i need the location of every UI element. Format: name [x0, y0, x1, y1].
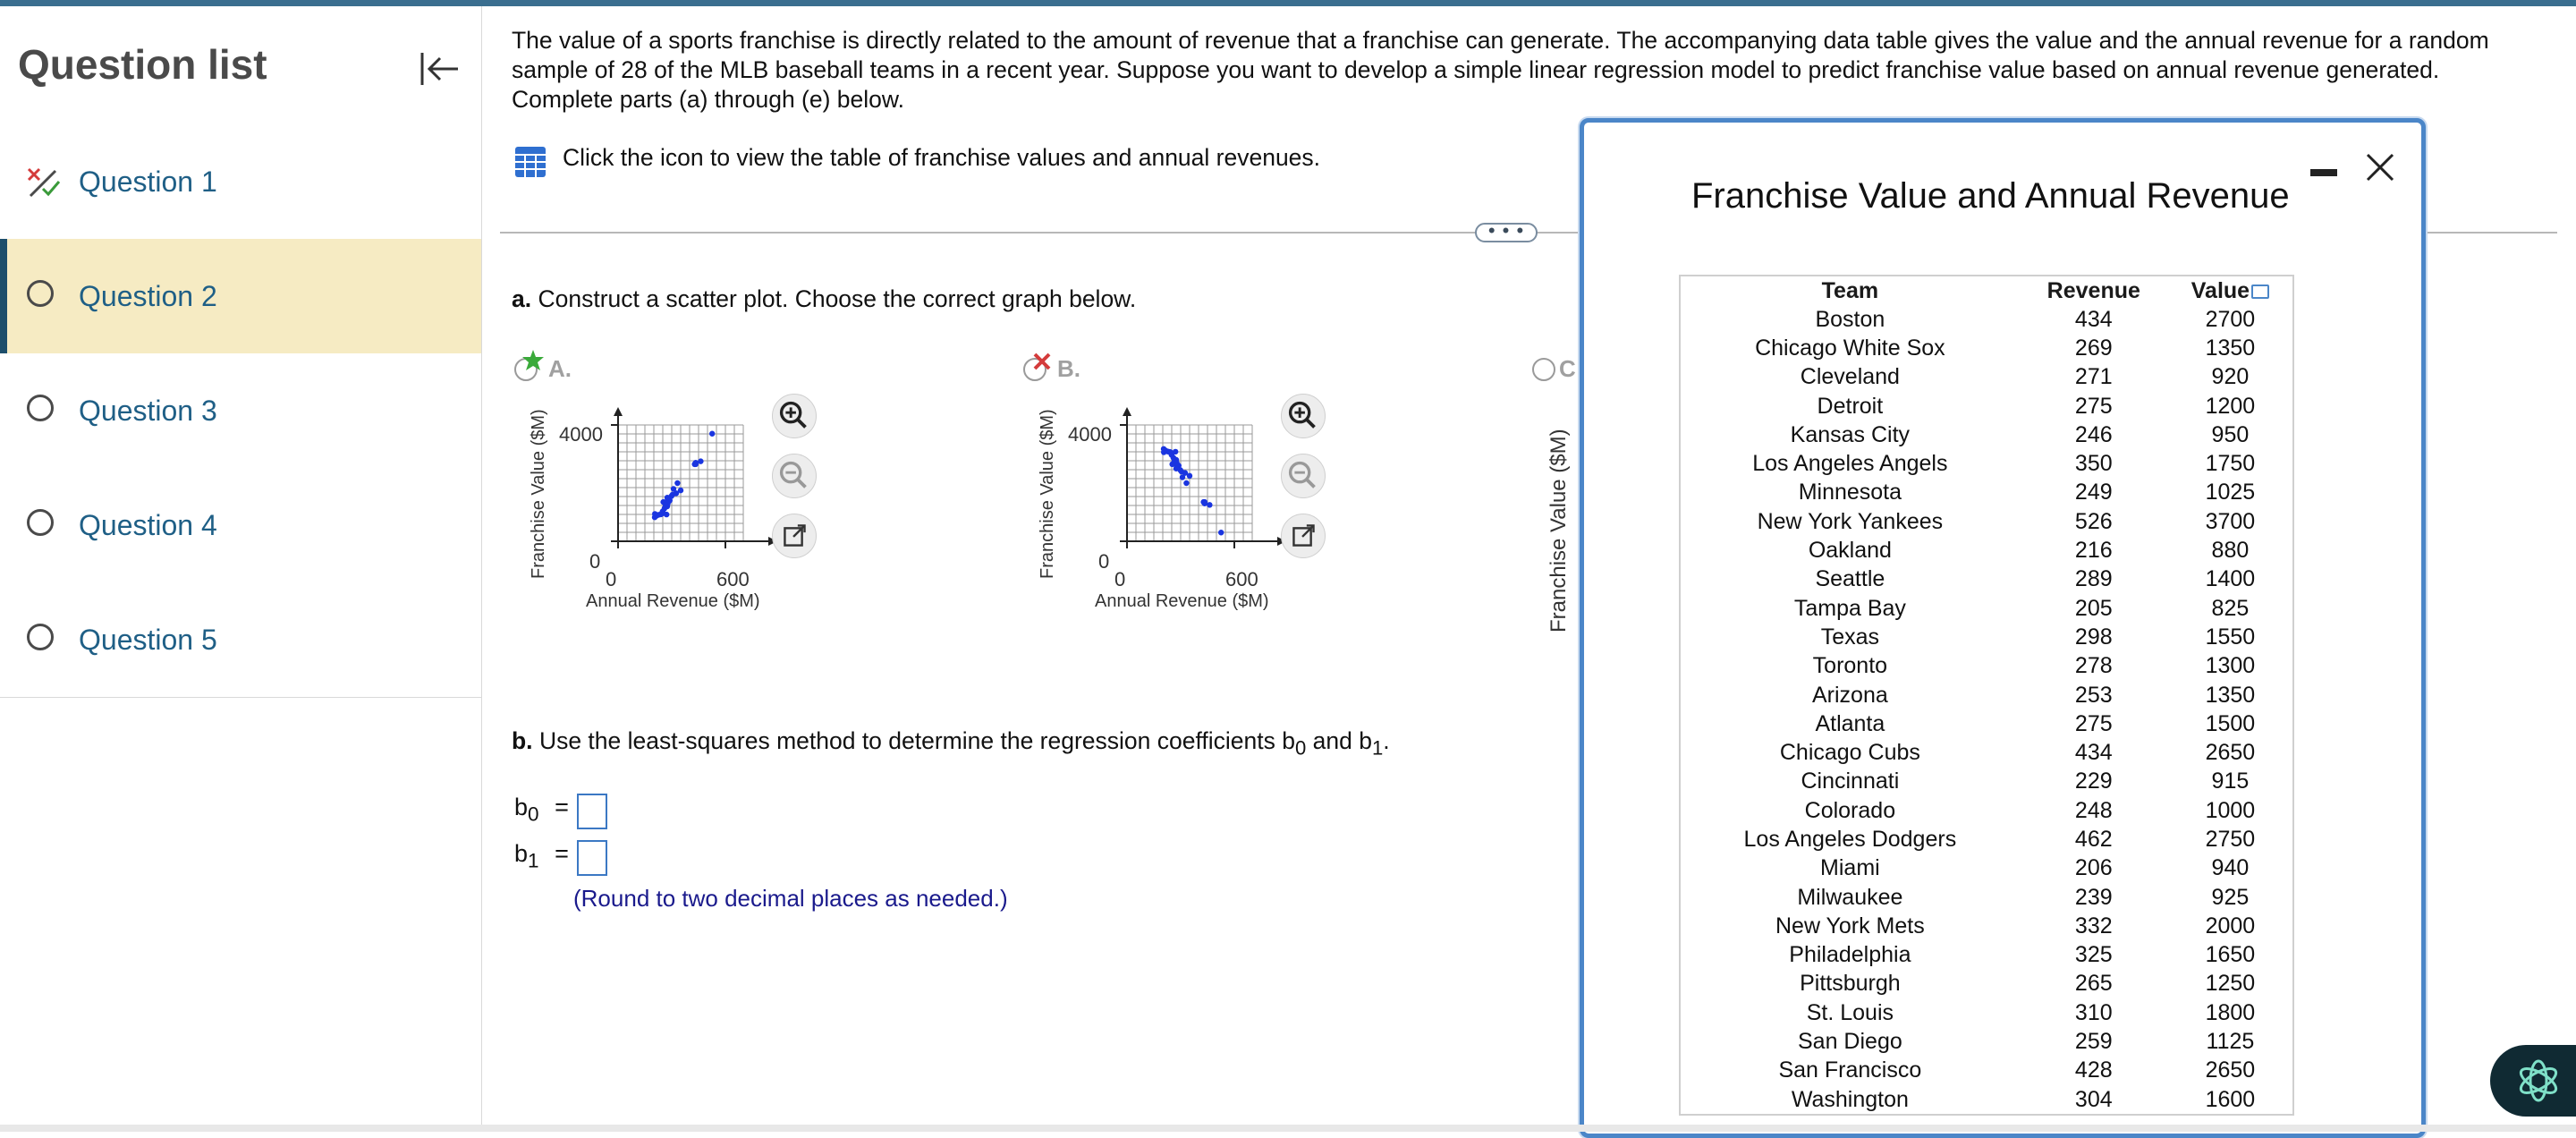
cell-value: 1200	[2205, 393, 2256, 419]
correct-star-icon	[521, 349, 545, 372]
option-a-scatter-plot	[598, 407, 858, 640]
option-b-zoom-out-button[interactable]	[1281, 454, 1326, 498]
option-b-zoom-in-button[interactable]	[1281, 394, 1326, 438]
status-circle-icon	[27, 509, 54, 536]
cell-team: Cleveland	[1800, 364, 1900, 390]
table-row	[1681, 1027, 2292, 1056]
cell-value: 940	[2211, 855, 2250, 881]
cell-revenue: 249	[2074, 480, 2113, 505]
option-b-y-label: Franchise Value ($M)	[1038, 409, 1057, 579]
scatter-point	[1180, 474, 1185, 480]
option-c-y-label: Franchise Value ($M)	[1546, 429, 1571, 633]
cell-value: 1500	[2205, 710, 2256, 736]
table-header-row	[1681, 276, 2292, 305]
zoom-out-icon	[1282, 454, 1325, 497]
option-c-letter: C	[1559, 355, 1576, 382]
option-b-x-label: Annual Revenue ($M)	[1095, 591, 1269, 611]
b0-label	[514, 794, 569, 826]
cell-value: 880	[2211, 538, 2250, 564]
table-row	[1681, 623, 2292, 651]
table-row	[1681, 449, 2292, 478]
option-a-letter: A.	[548, 355, 572, 382]
cell-revenue: 205	[2074, 595, 2113, 621]
zoom-out-icon	[773, 454, 816, 497]
incorrect-x-icon	[1032, 352, 1052, 371]
b1-input[interactable]	[577, 840, 607, 876]
cell-team: Toronto	[1812, 653, 1888, 679]
cell-team: San Diego	[1798, 1029, 1902, 1055]
column-header-revenue: Revenue	[2046, 277, 2140, 303]
scatter-point	[1183, 480, 1189, 486]
cell-value: 1025	[2205, 480, 2256, 505]
cell-value: 920	[2211, 364, 2250, 390]
part-a-prompt	[512, 285, 1136, 313]
cell-team: Philadelphia	[1789, 942, 1911, 968]
table-row	[1681, 709, 2292, 738]
cell-value: 950	[2211, 421, 2250, 447]
cell-revenue: 526	[2074, 508, 2113, 534]
scatter-point	[1200, 499, 1206, 505]
table-row	[1681, 768, 2292, 796]
option-a-x-tick-left: 0	[606, 568, 617, 590]
table-row	[1681, 507, 2292, 536]
cell-team: Chicago Cubs	[1779, 740, 1920, 766]
cell-value: 3700	[2205, 508, 2256, 534]
scatter-point	[658, 512, 664, 517]
cell-revenue: 278	[2074, 653, 2113, 679]
sidebar-item-label: Question 5	[79, 624, 217, 656]
franchise-data-table	[1679, 275, 2294, 1116]
cell-revenue: 269	[2074, 335, 2113, 361]
cell-team: Kansas City	[1790, 421, 1911, 447]
part-a-label: a.	[512, 285, 532, 312]
scatter-point	[670, 492, 675, 497]
top-accent-bar	[0, 0, 2576, 6]
sidebar-item-question-4[interactable]	[0, 468, 481, 582]
y-axis-arrow	[614, 407, 623, 416]
cell-team: Los Angeles Angels	[1752, 451, 1948, 477]
cell-value: 915	[2211, 769, 2250, 794]
minimize-button[interactable]	[2310, 169, 2337, 176]
resize-handle[interactable]: • • •	[1475, 223, 1538, 242]
table-row	[1681, 392, 2292, 420]
cell-team: Minnesota	[1798, 480, 1902, 505]
part-b-label: b.	[512, 727, 533, 754]
option-a-y-label: Franchise Value ($M)	[529, 409, 548, 579]
cell-value: 825	[2211, 595, 2250, 621]
cell-team: Chicago White Sox	[1755, 335, 1945, 361]
cell-team: Seattle	[1815, 566, 1885, 592]
cell-value: 1650	[2205, 942, 2256, 968]
table-row	[1681, 594, 2292, 623]
collapse-sidebar-icon[interactable]	[417, 46, 463, 92]
status-circle-icon	[27, 280, 54, 307]
cell-team: Texas	[1820, 624, 1880, 650]
b1-label	[514, 840, 569, 872]
cell-value: 2650	[2205, 740, 2256, 766]
popout-icon	[773, 514, 816, 557]
option-b-popout-button[interactable]	[1281, 514, 1326, 558]
cell-revenue: 428	[2074, 1057, 2113, 1083]
sidebar-item-label: Question 3	[79, 395, 217, 427]
cell-team: Los Angeles Dodgers	[1743, 826, 1957, 852]
option-a-popout-button[interactable]	[772, 514, 817, 558]
table-row	[1681, 363, 2292, 392]
option-b-letter: B.	[1057, 355, 1080, 382]
zoom-in-icon	[1282, 395, 1325, 437]
b1-subscript: 1	[528, 849, 539, 872]
table-row	[1681, 998, 2292, 1027]
option-a-y-tick-top: 4000	[559, 423, 603, 446]
scatter-point	[674, 480, 680, 486]
cell-team: New York Yankees	[1757, 508, 1944, 534]
option-a-zoom-in-button[interactable]	[772, 394, 817, 438]
cell-value: 1800	[2205, 999, 2256, 1025]
dialog-title: Franchise Value and Annual Revenue	[1691, 176, 2290, 216]
cell-revenue: 289	[2074, 566, 2113, 592]
bottom-scrollbar[interactable]	[0, 1125, 2576, 1132]
table-row	[1681, 825, 2292, 854]
cell-revenue: 216	[2074, 538, 2113, 564]
table-row	[1681, 479, 2292, 507]
option-a-x-label: Annual Revenue ($M)	[586, 591, 760, 611]
question-intro: The value of a sports franchise is directly related to the amount of revenue that a franchise can generate. The accompanying data table gives the value and the annual revenue for a random sample of 28 of the MLB baseball teams in a recent year. Suppose you want to develop a simple linear regression model to predict franchise value based on annual revenue generated. Complete parts (a) through (e) below.	[512, 27, 2489, 113]
status-circle-icon	[27, 395, 54, 421]
cell-value: 2750	[2205, 826, 2256, 852]
option-a-y-tick-bottom: 0	[589, 550, 601, 573]
table-row	[1681, 738, 2292, 767]
cell-revenue: 248	[2074, 797, 2113, 823]
cell-value: 2000	[2205, 913, 2256, 938]
cell-value: 1550	[2205, 624, 2256, 650]
table-row	[1681, 565, 2292, 594]
cell-value: 2650	[2205, 1057, 2256, 1083]
cell-value: 1350	[2205, 335, 2256, 361]
column-header-value-text: Value	[2190, 277, 2250, 303]
sidebar-title: Question list	[18, 41, 267, 88]
question-sidebar	[0, 6, 482, 1132]
rounding-hint: (Round to two decimal places as needed.)	[573, 885, 1008, 912]
table-row	[1681, 941, 2292, 970]
table-row	[1681, 305, 2292, 334]
assistant-icon	[2503, 1045, 2574, 1117]
cell-value: 2700	[2205, 306, 2256, 332]
b0-input[interactable]	[577, 794, 607, 829]
table-link-text[interactable]: Click the icon to view the table of franchise values and annual revenues.	[563, 144, 1321, 171]
cell-revenue: 265	[2074, 971, 2113, 997]
cell-revenue: 275	[2074, 393, 2113, 419]
b0-equals: =	[555, 794, 569, 820]
sidebar-item-label: Question 4	[79, 509, 217, 541]
option-b-x-tick-left: 0	[1114, 568, 1126, 590]
cell-value: 1250	[2205, 971, 2256, 997]
table-row	[1681, 854, 2292, 883]
cell-team: Miami	[1820, 855, 1880, 881]
cell-revenue: 350	[2074, 451, 2113, 477]
column-header-team: Team	[1821, 277, 1879, 303]
cell-revenue: 239	[2074, 884, 2113, 910]
table-row	[1681, 334, 2292, 362]
sidebar-item-label: Question 2	[79, 280, 217, 312]
sidebar-item-question-5[interactable]	[0, 582, 481, 697]
cell-revenue: 304	[2074, 1086, 2113, 1112]
option-b-x-tick-right: 600	[1225, 568, 1258, 590]
cell-revenue: 434	[2074, 306, 2113, 332]
cell-revenue: 259	[2074, 1029, 2113, 1055]
cell-value: 1750	[2205, 451, 2256, 477]
cell-revenue: 271	[2074, 364, 2113, 390]
cell-value: 1000	[2205, 797, 2256, 823]
scatter-point	[1179, 469, 1184, 474]
copy-icon[interactable]	[2251, 284, 2269, 299]
column-header-value	[2168, 276, 2292, 305]
cell-revenue: 434	[2074, 740, 2113, 766]
b0-symbol: b	[514, 794, 529, 820]
assistant-button[interactable]	[2490, 1045, 2576, 1117]
table-row	[1681, 1057, 2292, 1085]
scatter-point	[1174, 466, 1179, 471]
y-axis-arrow	[1123, 407, 1131, 416]
table-row	[1681, 796, 2292, 825]
cell-team: Colorado	[1804, 797, 1896, 823]
cell-team: Milwaukee	[1797, 884, 1903, 910]
cell-team: Washington	[1791, 1086, 1909, 1112]
cell-team: New York Mets	[1775, 913, 1925, 938]
active-indicator	[0, 239, 7, 353]
sidebar-item-label: Question 1	[79, 166, 217, 198]
scatter-point	[662, 505, 667, 511]
option-b-y-tick-bottom: 0	[1098, 550, 1110, 573]
b1-symbol: b	[514, 840, 529, 867]
cell-team: Arizona	[1811, 682, 1888, 708]
cell-value: 1400	[2205, 566, 2256, 592]
part-b-prompt	[512, 727, 1390, 760]
status-circle-icon	[27, 624, 54, 650]
cell-revenue: 310	[2074, 999, 2113, 1025]
option-b-scatter-plot	[1107, 407, 1367, 640]
partial-credit-icon	[25, 164, 61, 200]
cell-revenue: 246	[2074, 421, 2113, 447]
cell-revenue: 325	[2074, 942, 2113, 968]
cell-value: 1600	[2205, 1086, 2256, 1112]
scatter-point	[671, 486, 676, 491]
cell-team: Atlanta	[1815, 710, 1885, 736]
table-row	[1681, 536, 2292, 565]
zoom-in-icon	[773, 395, 816, 437]
option-a-x-tick-right: 600	[716, 568, 750, 590]
scatter-point	[1218, 530, 1224, 535]
table-row	[1681, 652, 2292, 681]
plot-grid	[618, 425, 743, 541]
cell-revenue: 298	[2074, 624, 2113, 650]
table-row	[1681, 1085, 2292, 1114]
cell-value: 1350	[2205, 682, 2256, 708]
cell-revenue: 462	[2074, 826, 2113, 852]
scatter-point	[691, 462, 697, 467]
cell-team: Boston	[1815, 306, 1885, 332]
scatter-point	[1207, 502, 1212, 507]
part-b-sub-1: 1	[1371, 736, 1384, 760]
scatter-point	[665, 495, 670, 500]
data-table-icon[interactable]	[514, 146, 547, 178]
b0-subscript: 0	[528, 803, 539, 826]
data-table-dialog	[1580, 118, 2426, 1138]
cell-team: Detroit	[1817, 393, 1884, 419]
sidebar-item-question-2[interactable]	[0, 239, 481, 353]
cell-revenue: 332	[2074, 913, 2113, 938]
cell-value: 1300	[2205, 653, 2256, 679]
sidebar-item-question-3[interactable]	[0, 353, 481, 468]
table-row	[1681, 681, 2292, 709]
part-b-and: and b	[1306, 727, 1372, 754]
plot-grid	[1127, 425, 1252, 541]
scatter-point	[1171, 454, 1176, 460]
sidebar-item-question-1[interactable]	[0, 124, 481, 239]
scatter-point	[698, 458, 703, 463]
scatter-point	[1161, 449, 1166, 454]
cell-revenue: 206	[2074, 855, 2113, 881]
cell-revenue: 229	[2074, 769, 2113, 794]
cell-value: 925	[2211, 884, 2250, 910]
cell-team: Pittsburgh	[1800, 971, 1901, 997]
b1-equals: =	[555, 840, 569, 867]
table-row	[1681, 912, 2292, 940]
cell-team: Tampa Bay	[1793, 595, 1906, 621]
cell-team: Cincinnati	[1801, 769, 1900, 794]
option-b-y-tick-top: 4000	[1068, 423, 1112, 446]
table-row	[1681, 420, 2292, 449]
option-a-zoom-out-button[interactable]	[772, 454, 817, 498]
table-row	[1681, 970, 2292, 998]
cell-team: San Francisco	[1778, 1057, 1922, 1083]
scatter-point	[709, 431, 715, 437]
part-b-text: Use the least-squares method to determine the regression coefficients b	[538, 727, 1295, 754]
close-icon[interactable]	[2362, 149, 2398, 185]
part-b-period: .	[1383, 727, 1390, 754]
scatter-point	[652, 511, 657, 516]
part-b-sub-0: 0	[1294, 736, 1307, 760]
table-row	[1681, 883, 2292, 912]
option-c-radio[interactable]	[1532, 358, 1555, 381]
scatter-point	[1167, 449, 1173, 454]
sidebar-divider	[0, 697, 481, 698]
cell-team: Oakland	[1808, 538, 1892, 564]
popout-icon	[1282, 514, 1325, 557]
cell-revenue: 253	[2074, 682, 2113, 708]
cell-team: St. Louis	[1806, 999, 1894, 1025]
cell-revenue: 275	[2074, 710, 2113, 736]
part-a-text: Construct a scatter plot. Choose the correct graph below.	[538, 285, 1137, 312]
cell-value: 1125	[2206, 1029, 2255, 1055]
